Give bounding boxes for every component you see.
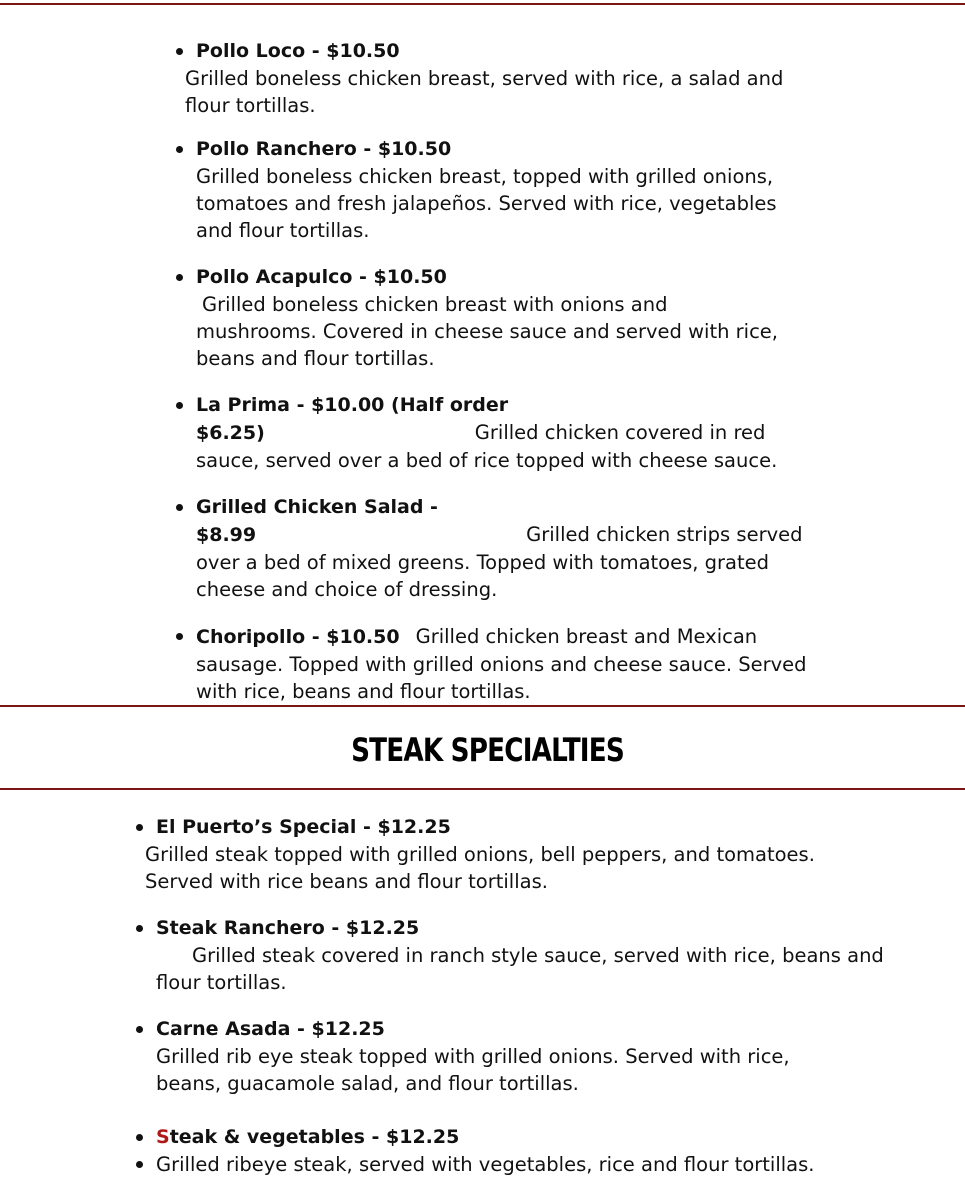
section-heading: STEAK SPECIALTIES (351, 731, 624, 769)
menu-item-choripollo (196, 623, 821, 705)
item-description: Grilled ribeye steak, served with vegetables, rice and flour tortillas. (156, 1153, 815, 1176)
item-title: El Puerto’s Special - $12.25 (156, 816, 451, 838)
item-block (196, 392, 821, 474)
menu-item-pollo-acapulco (196, 264, 821, 372)
item-description: Grilled boneless chicken breast with onions and mushrooms. Covered in cheese sauce and served with rice, beans and flour tortillas. (196, 293, 779, 370)
item-title-first-letter: S (156, 1126, 170, 1148)
item-description: Grilled boneless chicken breast, served with rice, a salad and flour tortillas. (185, 67, 784, 117)
chicken-menu-list (185, 38, 821, 705)
item-title: teak & vegetables - $12.25 (169, 1126, 460, 1148)
item-description: Grilled boneless chicken breast, topped with grilled onions, tomatoes and fresh jalapeños. Served with rice, vegetables and flour tortillas. (196, 165, 777, 242)
item-description: Grilled rib eye steak topped with grilled onions. Served with rice, beans, guacamole salad, and flour tortillas. (156, 1045, 790, 1095)
menu-item-pollo-ranchero (196, 136, 821, 244)
item-description: Grilled chicken strips served over a bed of mixed greens. Topped with tomatoes, grated cheese and choice of dressing. (196, 523, 803, 601)
menu-item-pollo-loco (185, 38, 821, 119)
item-description: Grilled chicken breast and Mexican sausage. Topped with grilled onions and cheese sauce. Served with rice, beans and flour tortillas. (196, 625, 807, 703)
item-title: Carne Asada - $12.25 (156, 1018, 385, 1040)
steak-menu-list (145, 814, 896, 1178)
item-title: Pollo Acapulco - $10.50 (196, 266, 447, 288)
item-title: Grilled Chicken Salad - $8.99 (196, 496, 438, 546)
menu-item-carne-asada (156, 1016, 896, 1097)
menu-item-grilled-chicken-salad (196, 494, 821, 603)
item-title: Pollo Ranchero - $10.50 (196, 138, 452, 160)
section-divider-top (0, 705, 965, 707)
section-divider-bottom (0, 788, 965, 790)
item-description: Grilled steak covered in ranch style sauce, served with rice, beans and flour tortillas. (156, 944, 884, 994)
item-description: Grilled chicken covered in red sauce, served over a bed of rice topped with cheese sauce. (196, 421, 778, 472)
item-block (196, 494, 811, 603)
menu-item-steak-ranchero (156, 915, 896, 996)
menu-item-la-prima (196, 392, 821, 474)
menu-item-steak-vegetables-description (156, 1151, 896, 1178)
item-description: Grilled steak topped with grilled onions, bell peppers, and tomatoes. Served with rice beans and flour tortillas. (145, 843, 815, 893)
menu-item-el-puertos-special (145, 814, 896, 895)
item-block (196, 623, 811, 705)
item-title: La Prima - $10.00 (Half order $6.25) (196, 394, 509, 444)
item-title: Pollo Loco - $10.50 (196, 40, 400, 62)
menu-item-steak-vegetables (156, 1124, 896, 1151)
item-title: Choripollo - $10.50 (196, 626, 400, 648)
item-title: Steak Ranchero - $12.25 (156, 917, 420, 939)
top-divider (0, 3, 965, 5)
